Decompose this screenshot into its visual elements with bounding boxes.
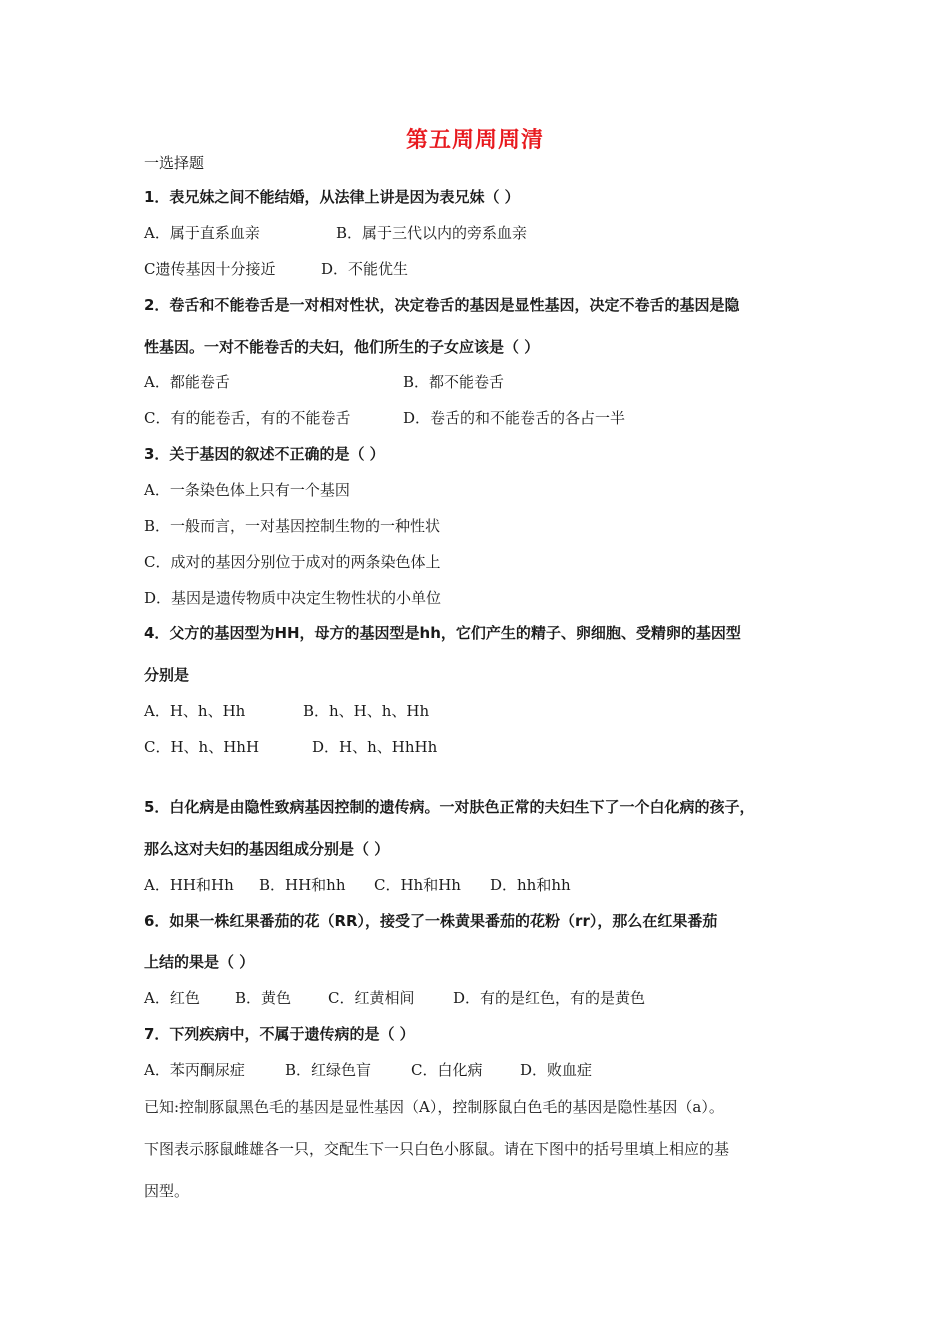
question-2-stem-line-1: 2．卷舌和不能卷舌是一对相对性状，决定卷舌的基因是显性基因，决定不卷舌的基因是隐 (144, 296, 740, 314)
passage-line-1: 已知:控制豚鼠黑色毛的基因是显性基因（A），控制豚鼠白色毛的基因是隐性基因（a）。 (144, 1098, 724, 1116)
option-b: B．h、H、h、Hh (303, 702, 430, 720)
option-d: D．H、h、HhHh (312, 738, 438, 756)
option-b: B．都不能卷舌 (403, 373, 505, 391)
option-d: D．卷舌的和不能卷舌的各占一半 (403, 409, 626, 427)
question-2-stem-line-2: 性基因。一对不能卷舌的夫妇，他们所生的子女应该是（ ） (144, 338, 540, 356)
question-1-stem: 1．表兄妹之间不能结婚，从法律上讲是因为表兄妹（ ） (144, 188, 520, 206)
question-2-options-row-1 (144, 371, 504, 393)
passage-line-2: 下图表示豚鼠雌雄各一只，交配生下一只白色小豚鼠。请在下图中的括号里填上相应的基 (144, 1140, 730, 1158)
question-6-options (144, 987, 645, 1009)
option-b: B．黄色 (235, 989, 292, 1007)
option-d: D．hh和hh (490, 876, 571, 894)
question-5-stem-line-2: 那么这对夫妇的基因组成分别是（ ） (144, 840, 390, 858)
option-c: C．Hh和Hh (374, 876, 461, 894)
question-4-stem-line-1: 4．父方的基因型为HH，母方的基因型是hh，它们产生的精子、卵细胞、受精卵的基因型 (144, 624, 741, 642)
option-b: B．属于三代以内的旁系血亲 (336, 224, 528, 242)
option-a: A．红色 (144, 989, 200, 1007)
option-a: A．都能卷舌 (144, 373, 230, 391)
question-4-options-row-1 (144, 700, 429, 722)
question-3-option-d: D．基因是遗传物质中决定生物性状的小单位 (144, 589, 442, 607)
option-c: C遗传基因十分接近 (144, 260, 276, 278)
page-title: 第五周周周清 (405, 128, 544, 153)
question-4-stem-line-2: 分别是 (144, 666, 190, 684)
question-5-options (144, 874, 571, 896)
option-c: C．白化病 (411, 1061, 483, 1079)
question-3-option-a: A．一条染色体上只有一个基因 (144, 481, 350, 499)
question-2-options-row-2 (144, 407, 625, 429)
option-c: C．红黄相间 (328, 989, 415, 1007)
question-1-options-row-2 (144, 258, 408, 280)
question-4-options-row-2 (144, 736, 437, 758)
option-d: D．有的是红色，有的是黄色 (453, 989, 646, 1007)
option-c: C．H、h、HhH (144, 738, 260, 756)
option-a: A．H、h、Hh (144, 702, 246, 720)
option-a: A．属于直系血亲 (144, 224, 260, 242)
question-3-option-b: B．一般而言，一对基因控制生物的一种性状 (144, 517, 441, 535)
question-6-stem-line-2: 上结的果是（ ） (144, 953, 255, 971)
question-6-stem-line-1: 6．如果一株红果番茄的花（RR），接受了一株黄果番茄的花粉（rr），那么在红果番茄 (144, 912, 718, 930)
option-d: D．败血症 (520, 1061, 593, 1079)
question-1-options-row-1 (144, 222, 527, 244)
option-b: B．红绿色盲 (285, 1061, 372, 1079)
option-a: A．HH和Hh (144, 876, 234, 894)
question-7-stem: 7．下列疾病中，不属于遗传病的是（ ） (144, 1025, 415, 1043)
section-heading: 一选择题 (144, 154, 205, 172)
question-7-options (144, 1059, 592, 1081)
question-3-option-c: C．成对的基因分别位于成对的两条染色体上 (144, 553, 441, 571)
question-3-stem: 3．关于基因的叙述不正确的是（ ） (144, 445, 385, 463)
option-a: A．苯丙酮尿症 (144, 1061, 245, 1079)
option-c: C．有的能卷舌，有的不能卷舌 (144, 409, 351, 427)
passage-line-3: 因型。 (144, 1182, 190, 1200)
option-d: D．不能优生 (321, 260, 409, 278)
option-b: B．HH和hh (259, 876, 346, 894)
question-5-stem-line-1: 5．白化病是由隐性致病基因控制的遗传病。一对肤色正常的夫妇生下了一个白化病的孩子， (144, 798, 755, 816)
